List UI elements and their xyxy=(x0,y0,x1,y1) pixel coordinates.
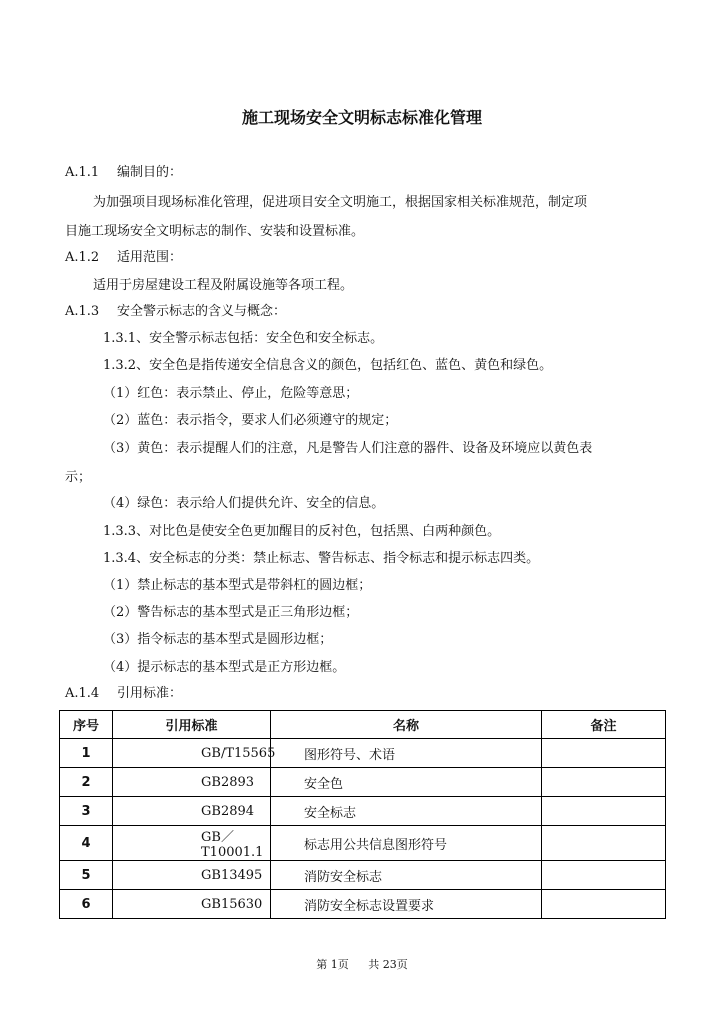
cell-standard: GB2893 xyxy=(113,768,271,797)
cell-remarks xyxy=(542,890,666,919)
section-heading-purpose xyxy=(65,165,182,181)
cell-name: 安全色 xyxy=(271,768,542,797)
list-item: （1）禁止标志的基本型式是带斜杠的圆边框； xyxy=(103,578,372,593)
section-number: A.1.1 xyxy=(65,165,100,180)
section-heading-scope xyxy=(65,250,182,266)
cell-index: 3 xyxy=(60,797,113,826)
cell-remarks xyxy=(542,768,666,797)
section-title: 引用标准： xyxy=(117,686,183,701)
cell-index: 1 xyxy=(60,739,113,768)
header-remarks: 备注 xyxy=(542,711,666,739)
list-item: 1.3.3、对比色是使安全色更加醒目的反衬色，包括黑、白两种颜色。 xyxy=(103,524,501,539)
section-number: A.1.4 xyxy=(65,686,100,701)
list-item: 1.3.4、安全标志的分类：禁止标志、警告标志、指令标志和提示标志四类。 xyxy=(103,551,540,566)
cell-standard: GB／T10001.1 xyxy=(113,826,271,861)
cell-index: 2 xyxy=(60,768,113,797)
list-item: （2）警告标志的基本型式是正三角形边框； xyxy=(103,605,359,620)
list-item: （3）指令标志的基本型式是圆形边框； xyxy=(103,632,333,647)
document-title: 施工现场安全文明标志标准化管理 xyxy=(241,108,482,127)
list-item-continuation: 示； xyxy=(65,470,92,485)
cell-remarks xyxy=(542,797,666,826)
page-number: 第 1页 xyxy=(316,958,349,971)
table-row xyxy=(60,768,666,797)
table-row xyxy=(60,797,666,826)
cell-name: 安全标志 xyxy=(271,797,542,826)
table-header-row xyxy=(60,711,666,739)
paragraph: 适用于房屋建设工程及附属设施等各项工程。 xyxy=(93,278,354,293)
header-name: 名称 xyxy=(271,711,542,739)
cell-standard: GB/T15565 xyxy=(113,739,271,768)
section-title: 适用范围： xyxy=(117,250,183,265)
list-item: （2）蓝色：表示指令，要求人们必须遵守的规定； xyxy=(103,413,398,428)
table-row xyxy=(60,826,666,861)
list-item: 1.3.1、安全警示标志包括：安全色和安全标志。 xyxy=(103,331,384,346)
table-row xyxy=(60,739,666,768)
cell-name: 标志用公共信息图形符号 xyxy=(271,826,542,861)
cell-standard: GB15630 xyxy=(113,890,271,919)
cell-name: 消防安全标志设置要求 xyxy=(271,890,542,919)
cell-index: 4 xyxy=(60,826,113,861)
cell-index: 5 xyxy=(60,861,113,890)
table-row xyxy=(60,890,666,919)
list-item: （4）绿色：表示给人们提供允许、安全的信息。 xyxy=(103,496,385,511)
cell-standard: GB2894 xyxy=(113,797,271,826)
paragraph: 目施工现场安全文明标志的制作、安装和设置标准。 xyxy=(65,224,365,239)
section-number: A.1.3 xyxy=(65,304,100,319)
list-item: （3）黄色：表示提醒人们的注意，凡是警告人们注意的器件、设备及环境应以黄色表 xyxy=(103,441,593,456)
page-total: 共 23页 xyxy=(368,958,408,971)
header-index: 序号 xyxy=(60,711,113,739)
table-row xyxy=(60,861,666,890)
cell-remarks xyxy=(542,861,666,890)
section-number: A.1.2 xyxy=(65,250,100,265)
standards-table xyxy=(59,710,666,919)
cell-name: 消防安全标志 xyxy=(271,861,542,890)
cell-remarks xyxy=(542,826,666,861)
section-title: 编制目的： xyxy=(117,165,183,180)
paragraph: 为加强项目现场标准化管理，促进项目安全文明施工，根据国家相关标准规范，制定项 xyxy=(93,195,588,210)
section-title: 安全警示标志的含义与概念： xyxy=(117,304,287,319)
section-heading-concepts xyxy=(65,304,286,320)
list-item: 1.3.2、安全色是指传递安全信息含义的颜色，包括红色、蓝色、黄色和绿色。 xyxy=(103,358,553,373)
list-item: （4）提示标志的基本型式是正方形边框。 xyxy=(103,660,346,675)
cell-standard: GB13495 xyxy=(113,861,271,890)
cell-name: 图形符号、术语 xyxy=(271,739,542,768)
page-footer xyxy=(0,956,724,972)
cell-index: 6 xyxy=(60,890,113,919)
section-heading-references xyxy=(65,686,182,702)
list-item: （1）红色：表示禁止、停止，危险等意思； xyxy=(103,386,359,401)
cell-remarks xyxy=(542,739,666,768)
header-standard: 引用标准 xyxy=(113,711,271,739)
